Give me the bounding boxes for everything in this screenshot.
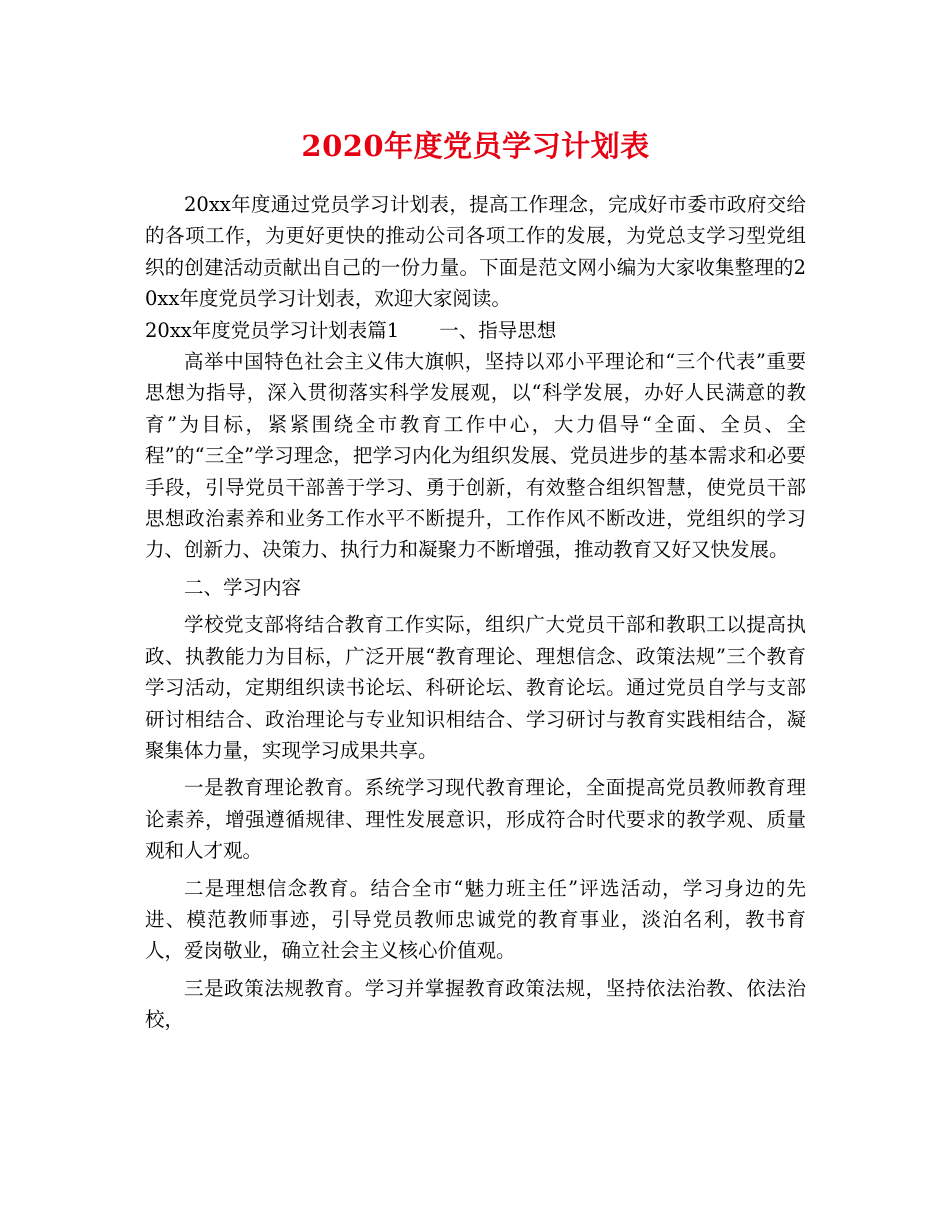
item3-paragraph: 三是政策法规教育。学习并掌握教育政策法规，坚持依法治教、依法治校，: [145, 976, 806, 1032]
document-title: 2020年度党员学习计划表: [301, 129, 650, 163]
item1-paragraph: 一是教育理论教育。系统学习现代教育理论，全面提高党员教师教育理论素养，增强遵循规律、理性发展意识，形成符合时代要求的教学观、质量观和人才观。: [145, 776, 806, 863]
article-heading-line: [145, 315, 806, 346]
section2-heading: 二、学习内容: [184, 575, 302, 599]
article-label: 20xx年度党员学习计划表篇1: [145, 318, 400, 342]
section1-paragraph: 高举中国特色社会主义伟大旗帜，坚持以邓小平理论和“三个代表”重要思想为指导，深入贯彻落实科学发展观，以“科学发展，办好人民满意的教育”为目标，紧紧围绕全市教育工作中心，大力倡导“全面、全员、全程”的“三全”学习理念，把学习内化为组织发展、党员进步的基本需求和必要手段，引导党员干部善于学习、勇于创新，有效整合组织智慧，使党员干部思想政治素养和业务工作水平不断提升，工作作风不断改进，党组织的学习力、创新力、决策力、执行力和凝聚力不断增强，推动教育又好又快发展。: [145, 350, 806, 562]
section2-paragraph: 学校党支部将结合教育工作实际，组织广大党员干部和教职工以提高执政、执教能力为目标，广泛开展“教育理论、理想信念、政策法规”三个教育学习活动，定期组织读书论坛、科研论坛、教育论坛。通过党员自学与支部研讨相结合、政治理论与专业知识相结合、学习研讨与教育实践相结合，凝聚集体力量，实现学习成果共享。: [145, 613, 806, 762]
section1-heading: 一、指导思想: [439, 318, 557, 342]
item2-paragraph: 二是理想信念教育。结合全市“魅力班主任”评选活动，学习身边的先进、模范教师事迹，引导党员教师忠诚党的教育事业，淡泊名利，教书育人，爱岗敬业，确立社会主义核心价值观。: [145, 876, 806, 963]
intro-paragraph: 20xx年度通过党员学习计划表，提高工作理念，完成好市委市政府交给的各项工作，为更好更快的推动公司各项工作的发展，为党总支学习型党组织的创建活动贡献出自己的一份力量。下面是范文网小编为大家收集整理的20xx年度党员学习计划表，欢迎大家阅读。: [145, 193, 806, 311]
